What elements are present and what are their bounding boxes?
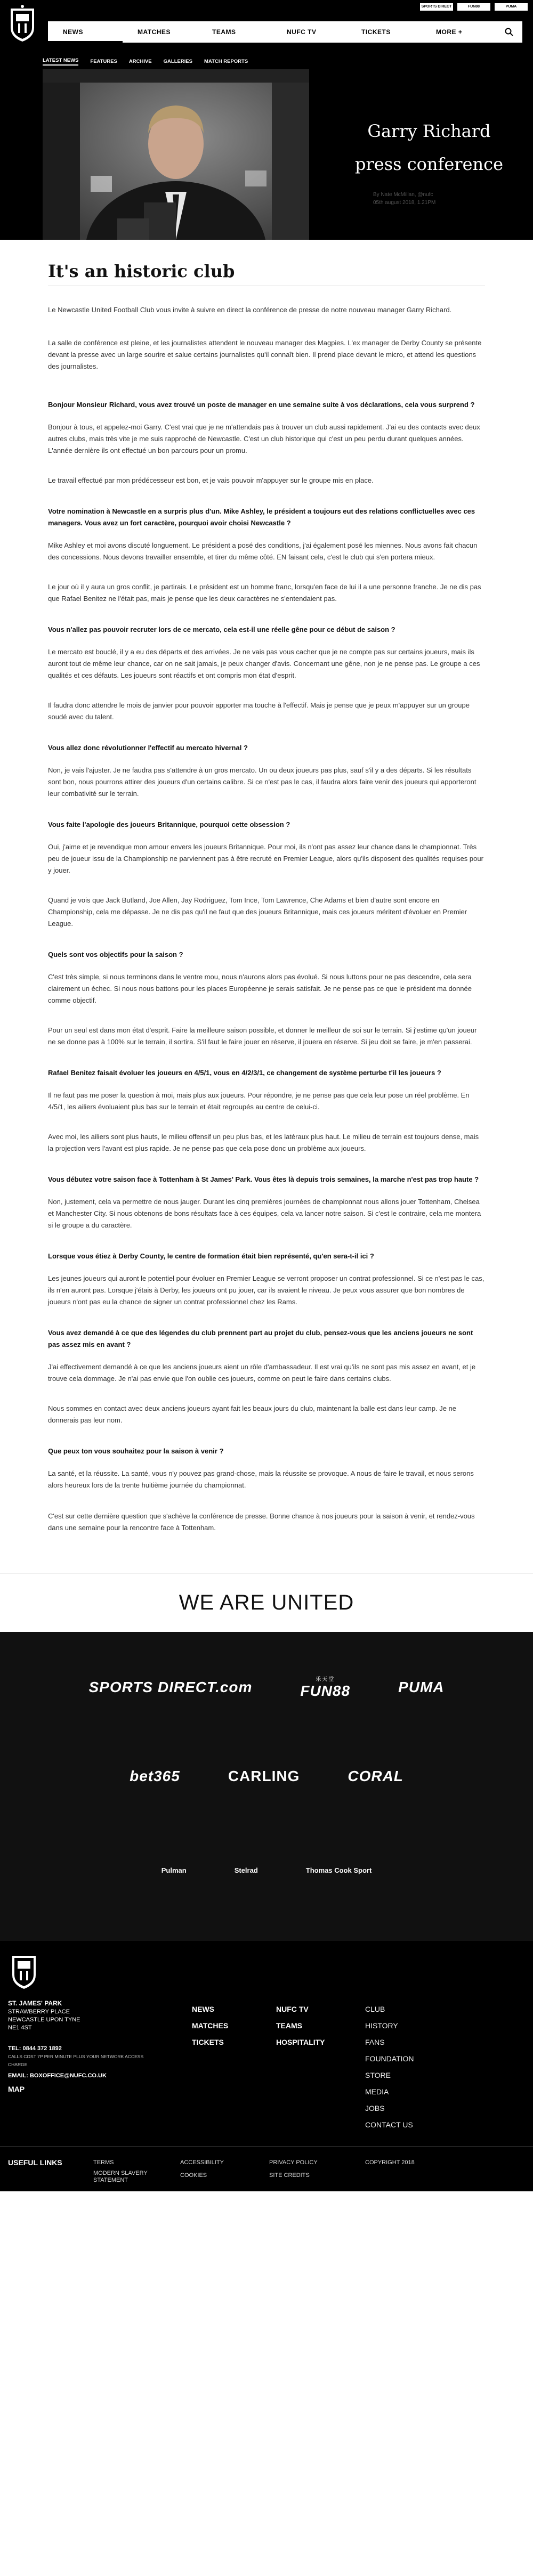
sponsor-carling[interactable] [228,1768,300,1785]
article-closing: C'est sur cette dernière question que s'achève la conférence de presse. Bonne chance à nos joueurs pour la saison à venir, et rendez-vous dans une semaine pour la rencontre face à Tottenham. [48,1512,475,1532]
footer-modern-slavery-link[interactable]: MODERN SLAVERY STATEMENT [93,2170,148,2183]
subnav-match-reports[interactable]: MATCH REPORTS [204,58,248,64]
sub-nav [0,53,533,69]
sponsors-section [0,1632,533,1941]
sponsor-row [0,1675,533,1700]
footer-col-1 [192,2001,228,2051]
contact-tel[interactable]: TEL: 0844 372 1892 [8,2045,62,2052]
we-are-united-banner [0,1573,533,1632]
article-scene: La salle de conférence est pleine, et les journalistes attendent le nouveau manager des Magpies. L'ex manager de Derby County se présente devant la presse avec un large sourire et salue certains journalistes qu'il connaît bien. Il prend place devant le micro, et attend les questions des journalistes. [48,339,482,370]
footer-link[interactable]: HOSPITALITY [276,2038,325,2046]
interview-question: Vous n'allez pas pouvoir recruter lors de ce mercato, cela est-il une réelle gêne pour ce début de saison ? [48,625,395,633]
sponsor-thomas-cook[interactable] [306,1866,372,1874]
interview-answer: Avec moi, les ailiers sont plus hauts, le milieu offensif un peu plus bas, et les latéraux plus haut. Le milieu de terrain est toujours dense, mais la projection vers l'avant est plus rapide. Je ne pense pas que cela pose donc un problème aux joueurs. [48,1133,479,1152]
hero-title [352,115,506,181]
interview-question: Vous allez donc révolutionner l'effectif au mercato hivernal ? [48,744,248,752]
sponsor-row [0,1768,533,1785]
interview-question: Vous faite l'apologie des joueurs Britannique, pourquoi cette obsession ? [48,820,290,828]
search-icon [505,28,513,36]
address-line: ST. JAMES' PARK [8,2000,62,2007]
search-button[interactable] [496,21,522,43]
subnav-galleries[interactable]: GALLERIES [163,58,193,64]
contact-info [8,2045,147,2080]
footer-link[interactable]: MEDIA [365,2087,389,2096]
interview-question: Vous avez demandé à ce que des légendes du club prennent part au projet du club, pensez-vous que les anciens joueurs ne sont pas assez mis en avant ? [48,1329,473,1348]
footer-link[interactable]: NEWS [192,2005,214,2013]
footer-cookies-link[interactable]: COOKIES [180,2172,207,2179]
interview-answer: Il faudra donc attendre le mois de janvier pour pouvoir apporter ma touche à l'effectif. Mais je pense que je peux m'appuyer sur un groupe soudé avec du talent. [48,701,470,721]
article-body [48,304,485,1534]
footer-bottom-bar [0,2146,533,2191]
interview-question: Votre nomination à Newcastle en a surpris plus d'un. Mike Ashley, le président a toujours eut des relations conflictuelles avec ces managers. Vous avez un fort caractère, pourquoi avoir choisi Newcastle ? [48,507,475,527]
hero-photo [43,69,309,240]
header-sponsor-logo[interactable]: FUN88 [457,3,490,11]
footer-terms-link[interactable]: TERMS [93,2159,114,2166]
sponsor-thomas-cook-label: Thomas Cook Sport [305,1866,372,1874]
interview-answer: Mike Ashley et moi avons discuté longuement. Le président a posé des conditions, j'ai également posé les miennes. Nous avons fait chacun des concessions. Nous devons travailler ensemble, et tirer du même côté. EN faisant cela, c'est le club qui s'en portera mieux. [48,541,478,561]
interview-answer: Bonjour à tous, et appelez-moi Garry. C'est vrai que je ne m'attendais pas à trouver un club aussi rapidement. J'ai eu des contacts avec deux autres clubs, mais très vite je me suis rapproché de Newcastle. C'est un club historique qui c'est un peu perdu durant quelques années. L'année dernière ils ont effectué un bon parcours pour un promu. [48,423,480,454]
article [0,192,533,1573]
footer-link[interactable]: MATCHES [192,2021,229,2030]
footer-link[interactable]: TEAMS [276,2021,302,2030]
sponsor-fun88-chinese: 乐天堂 [316,1677,335,1683]
hero-title-line2: press conference [354,154,503,174]
map-link[interactable]: MAP [8,2085,25,2093]
footer-accessibility-link[interactable]: ACCESSIBILITY [180,2159,224,2166]
site-header [0,0,533,53]
interview-answer: Il ne faut pas me poser la question à moi, mais plus aux joueurs. Pour répondre, je ne pense pas que cela leur pose un réel problème. En 4/5/1, les ailiers évoluaient plus bas sur le terrain et était regroupés au centre de celui-ci. [48,1091,470,1111]
interview-answer: Le travail effectué par mon prédécesseur est bon, et je vais pouvoir m'appuyer sur le groupe mis en place. [48,476,374,484]
nav-more[interactable] [421,21,496,43]
interview-answer: Non, je vais l'ajuster. Je ne faudra pas s'attendre à un gros mercato. Un ou deux joueurs pas plus, sauf s'il y a des départs. Si les résultats sont bon, nous pourrons attirer des joueurs d'un certains calibre. Si ce n'est pas le cas, il faudra alors faire venir des joueurs qui apporteront leur combativité sur le terrain. [48,766,477,798]
nav-tickets[interactable]: TICKETS [361,28,391,36]
footer-col-3 [365,2001,414,2133]
sponsor-carling-label: CARLING [228,1768,300,1784]
nav-matches[interactable]: MATCHES [138,28,171,36]
sponsor-coral[interactable] [348,1768,403,1785]
interview-question: Rafael Benitez faisait évoluer les joueurs en 4/5/1, vous en 4/2/3/1, ce changement de système perturbe t'il les joueurs ? [48,1069,441,1077]
nav-nufc-tv[interactable]: NUFC TV [287,28,317,36]
club-address [8,2000,80,2032]
footer-link[interactable]: FANS [365,2038,385,2046]
sponsor-stelrad-label: Stelrad [234,1866,258,1874]
interview-answer: Non, justement, cela va permettre de nous jauger. Durant les cinq premières journées de championnat nous allons jouer Tottenham, Chelsea et Manchester City. Si nous obtenons de bons résultats face à ces équipes, cela va lancer notre saison. Si c'est le contraire, cela me montera si le groupe a du caractère. [48,1198,481,1229]
interview-answer: Oui, j'aime et je revendique mon amour envers les joueurs Britannique. Pour moi, ils n'ont pas assez leur chance dans le championnat. Très peu de joueur issu de la Championship ne parviennent pas à être recruté en Premier League, alors qu'ils disposent des qualités requises pour y jouer. [48,843,483,874]
interview-answer: Les jeunes joueurs qui auront le potentiel pour évoluer en Premier League se verront proposer un contrat professionnel. Si ce n'est pas le cas, ils n'en auront pas. Lorsque j'étais à Derby, les joueurs ont pu jouer, car ils avaient le niveau. Je peux vous assurer que bon nombres de joueurs n'ont pas eu la chance de signer un contrat professionnel chez les Rams. [48,1274,484,1306]
site-footer [0,1941,533,2191]
contact-call-note: CALLS COST 7P PER MINUTE PLUS YOUR NETWORK ACCESS CHARGE [8,2054,144,2067]
footer-copyright: COPYRIGHT 2018 [365,2159,415,2166]
footer-link[interactable]: JOBS [365,2104,385,2112]
article-intro: Le Newcastle United Football Club vous invite à suivre en direct la conférence de presse de notre nouveau manager Garry Richard. [48,306,452,314]
byline-author[interactable]: By Nate McMillan, @nufc [373,192,433,198]
interview-answer: Pour un seul est dans mon état d'esprit. Faire la meilleure saison possible, et donner le meilleur de soi sur le terrain. Si j'estime qu'un joueur ne se donne pas à 100% sur le terrain, il sortira. S'il faut le faire jouer en réserve, il jouera en réserve. Si jeu doit se faire, je m'en passerai. [48,1026,477,1046]
footer-link[interactable]: FOUNDATION [365,2054,414,2063]
footer-col-2 [276,2001,325,2051]
hero-banner [0,69,533,240]
nav-more-label: MORE [436,28,456,36]
sponsor-stelrad[interactable] [235,1866,258,1874]
interview-question: Bonjour Monsieur Richard, vous avez trouvé un poste de manager en une semaine suite à vos déclarations, cela vous surprend ? [48,401,475,409]
sponsor-row [0,1866,533,1874]
sponsor-sports-direct[interactable] [88,1679,252,1696]
sponsor-fun88-label: FUN88 [300,1683,351,1699]
footer-link[interactable]: TICKETS [192,2038,224,2046]
sponsor-pulman[interactable] [161,1866,187,1874]
footer-link[interactable]: STORE [365,2071,391,2079]
byline-block [373,191,435,207]
nav-news[interactable]: NEWS [48,21,123,43]
interview-answer: Le jour où il y aura un gros conflit, je partirais. Le président est un homme franc, lorsqu'en face de lui il a une personne franche. Je ne dis pas que Rafael Benitez ne l'était pas, mais je pense que les deux caractères ne s'entendaient pas. [48,583,481,603]
sponsor-puma[interactable] [398,1679,444,1696]
article-headline: It's an historic club [48,261,485,286]
footer-link[interactable]: CONTACT US [365,2120,413,2129]
interview-answer: J'ai effectivement demandé à ce que les anciens joueurs aient un rôle d'ambassadeur. Il est vrai qu'ils ne sont pas mis assez en avant, et je trouve cela dommage. Je n'ai pas envie que l'on oublie ces joueurs, comme on peut le faire dans certains clubs. [48,1363,476,1383]
nav-teams[interactable]: TEAMS [212,28,236,36]
subnav-latest-news[interactable]: LATEST NEWS [43,58,78,66]
useful-links-heading: USEFUL LINKS [8,2158,62,2167]
footer-site-credits-link[interactable]: SITE CREDITS [269,2172,310,2179]
header-sponsor-logo[interactable]: PUMA [495,3,528,11]
interview-question: Que peux ton vous souhaitez pour la saison à venir ? [48,1447,224,1455]
contact-email[interactable]: EMAIL: BOXOFFICE@NUFC.CO.UK [8,2073,107,2079]
header-sponsor-logos [420,3,528,11]
footer-link[interactable]: HISTORY [365,2021,398,2030]
nav-more-plus: + [458,28,463,36]
address-line: STRAWBERRY PLACE [8,2009,70,2015]
interview-answer: Le mercato est bouclé, il y a eu des départs et des arrivées. Je ne vais pas vous cacher que je ne compte pas sur certains joueurs, mais ils auront tout de même leur chance, car on ne sait jamais, je peux changer d'avis. Concernant une gêne, non je ne pense pas. Le groupe a ces qualités et ces défauts. Les joueurs sont réactifs et ont compris mon état d'esprit. [48,648,480,679]
hero-title-line1: Garry Richard [367,121,491,141]
interview-answer: La santé, et la réussite. La santé, vous n'y pouvez pas grand-chose, mais la réussite se provoque. A nous de faire le travail, et nous serons alors heureux lors de la trente huitième journée du championnat. [48,1469,474,1489]
sponsor-bet365[interactable] [130,1768,180,1785]
footer-crest-icon[interactable] [8,1952,40,1990]
sponsor-puma-label: PUMA [398,1678,445,1695]
footer-link[interactable]: CLUB [365,2005,385,2013]
interview-question: Quels sont vos objectifs pour la saison ? [48,950,183,958]
interview-answer: C'est très simple, si nous terminons dans le ventre mou, nous n'aurons alors pas évolué. Si nous luttons pour ne pas descendre, cela sera clairement un échec. Si nous nous battons pour les places Européenne je serais satisfait. Je ne pense pas ce que le président ma donnée comme objectif. [48,973,472,1004]
sponsor-bet365-label: bet365 [130,1768,180,1784]
footer-link[interactable]: NUFC TV [276,2005,309,2013]
byline-date: 05th august 2018, 1.21PM [373,200,436,206]
sponsor-pulman-label: Pulman [161,1866,187,1874]
we-are-united-text: WE ARE UNITED [179,1591,354,1614]
sponsor-coral-label: CORAL [348,1768,403,1784]
interview-answer: Quand je vois que Jack Butland, Joe Allen, Jay Rodriguez, Tom Ince, Tom Lawrence, Che Adams et bien d'autre sont encore en Championship, cela me dépasse. Je ne dis pas qu'il ne faut que des joueurs Britannique, mais ces joueurs méritent d'évoluer en Premier League. [48,896,467,928]
interview-question: Lorsque vous étiez à Derby County, le centre de formation était bien représenté, qu'en sera-t-il ici ? [48,1252,374,1260]
interview-question: Vous débutez votre saison face à Tottenham à St James' Park. Vous êtes là depuis trois semaines, la marche n'est pas trop haute ? [48,1175,479,1183]
interview-answer: Nous sommes en contact avec deux anciens joueurs ayant fait les beaux jours du club, maintenant la balle est dans leur camp. Je ne donnerais pas leur nom. [48,1404,456,1424]
sponsor-fun88[interactable] [300,1675,350,1700]
main-nav [48,21,522,43]
subnav-archive[interactable]: ARCHIVE [128,58,152,64]
address-line: NEWCASTLE UPON TYNE [8,2017,80,2023]
address-line: NE1 4ST [8,2025,32,2031]
qa-list [48,399,485,1491]
sponsor-sports-direct-label: SPORTS DIRECT.com [88,1678,253,1695]
header-sponsor-logo[interactable]: SPORTS DIRECT [420,3,453,11]
footer-privacy-link[interactable]: PRIVACY POLICY [269,2159,318,2166]
club-crest-icon[interactable] [6,4,38,43]
subnav-features[interactable]: FEATURES [90,58,117,64]
